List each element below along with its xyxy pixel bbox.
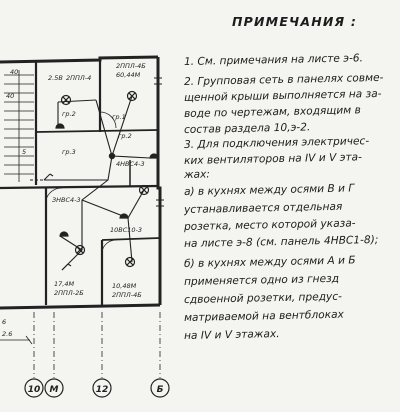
notes-title: ПРИМЕЧАНИЯ : xyxy=(232,14,358,29)
note-line: состав раздела 10,э-2. xyxy=(183,121,311,136)
label-left-num-2: 40 xyxy=(6,92,15,100)
axis-lines xyxy=(34,312,160,378)
label-group-gr2-upper: гр.2 xyxy=(62,110,76,118)
note-line: а) в кухнях между осями В и Г xyxy=(183,182,355,198)
label-left-num-3: 5 xyxy=(22,148,27,156)
exterior-wall-bottom xyxy=(0,305,160,308)
label-room-bottom-right-code: 2ППЛ-4Б xyxy=(112,291,142,299)
staircase xyxy=(4,70,34,182)
note-line: ких вентиляторов на IV и V эта- xyxy=(183,151,363,167)
note-line: применяется одно из гнезд xyxy=(183,272,340,288)
distribution-box xyxy=(109,153,114,158)
label-vent-block-left: ЗНВС4-3 xyxy=(52,196,81,204)
axis-label-1: 10 xyxy=(27,385,41,395)
label-level-1: 6 xyxy=(2,318,7,326)
label-kitchen-code: 10ВС10-3 xyxy=(110,226,143,234)
light-fixture-2 xyxy=(128,92,137,101)
note-line: розетка, место которой указа- xyxy=(183,217,356,233)
socket-2 xyxy=(56,124,64,128)
label-room-bottom-left-code: 2ППЛ-2Б xyxy=(54,289,84,297)
switch-2 xyxy=(62,264,71,270)
exterior-wall-right xyxy=(158,57,160,305)
note-line: щенной крыши выполняется на за- xyxy=(183,87,382,104)
socket-4 xyxy=(150,154,158,158)
label-vent-block-right: 4НВС4-3 xyxy=(116,160,145,168)
partition-horizontal-3 xyxy=(102,238,160,240)
door-arc-3 xyxy=(102,240,116,252)
label-level-2: 2.6 xyxy=(2,330,13,338)
label-left-num-1: 40 xyxy=(10,68,19,76)
wiring-lines xyxy=(30,96,150,270)
note-line: на IV и V этажах. xyxy=(183,328,280,342)
note-line: устанавливается отдельная xyxy=(183,200,343,216)
partition-horizontal-1 xyxy=(36,130,158,132)
note-line: 3. Для подключения электричес- xyxy=(183,135,370,151)
light-fixture-5 xyxy=(126,258,135,267)
note-line: на листе э-8 (см. панель 4НВС1-8); xyxy=(183,233,379,250)
label-group-gr2-lower: гр.2 xyxy=(118,132,132,140)
note-line: воде по чертежам, входящим в xyxy=(183,104,361,120)
label-group-gr1: гр.1 xyxy=(112,113,126,121)
note-line: матриваемой на вентблоках xyxy=(183,308,344,324)
light-fixture-1 xyxy=(62,96,71,105)
partition-horizontal-2 xyxy=(0,186,158,188)
label-group-gr3: гр.3 xyxy=(62,148,76,156)
note-line: 2. Групповая сеть в панелях совме- xyxy=(183,71,384,88)
label-room-bottom-left-area: 17,4М xyxy=(54,280,75,288)
switch-1 xyxy=(44,174,53,180)
axis-label-4: Б xyxy=(156,385,164,395)
note-line: сдвоенной розетки, предус- xyxy=(183,290,343,306)
label-room-bottom-right-area: 10,48М xyxy=(112,282,137,290)
note-line: 1. См. примечания на листе э-6. xyxy=(183,52,364,68)
socket-3 xyxy=(120,214,128,218)
note-line: жах: xyxy=(183,168,210,181)
light-fixture-4 xyxy=(76,246,85,255)
label-panel-top-left-code: 2ППЛ-4 xyxy=(66,74,92,82)
axis-label-3: 12 xyxy=(95,385,109,395)
label-panel-top-left: 2.5В xyxy=(48,74,63,82)
label-panel-top-right-power: 60,44М xyxy=(116,71,141,79)
socket-1 xyxy=(60,232,68,236)
label-panel-top-right-code: 2ППЛ-4Б xyxy=(116,62,146,70)
axis-label-2: М xyxy=(49,385,59,395)
note-line: б) в кухнях между осями А и Б xyxy=(183,254,356,270)
